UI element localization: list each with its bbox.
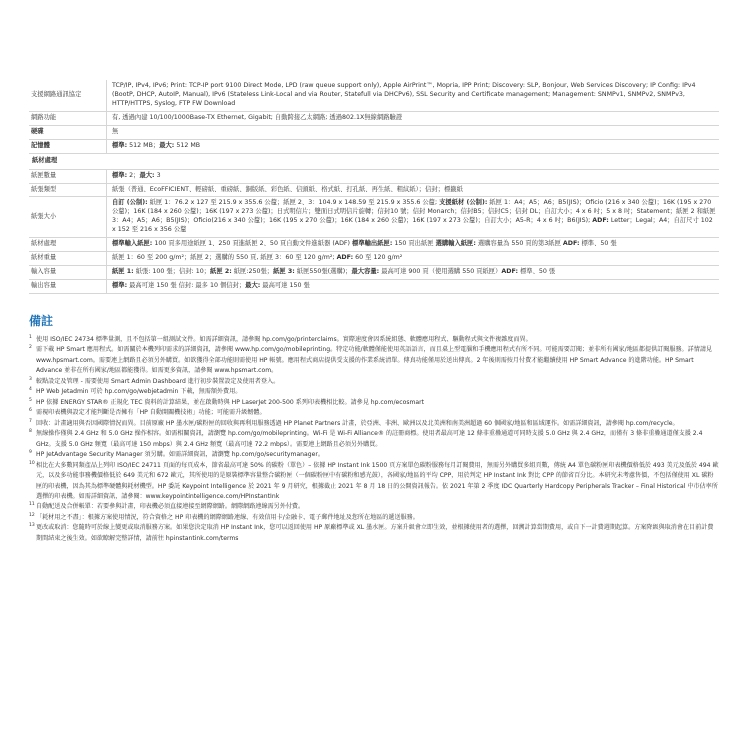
spec-value: [107, 280, 720, 294]
spec-row: [29, 197, 719, 238]
notes-title: 備註: [29, 313, 54, 328]
footnote-text: 更改或取消：您隨時可於線上變更或取消服務方案。如果您決定取消 HP Instant Ink，您可以返回使用 HP 原廠標準或 XL 墨水匣。方案升級會立即生效，並根據使用者的選擇，回溯計算當期費用，或自下一計費週期起算。方案降級與取消會在目前計費期間結束之後生效。如欲瞭解完整詳情，請前往 hpinstantink.com/terms: [36, 524, 714, 542]
spec-table-body: [29, 80, 719, 293]
spec-label: 紙張類型: [29, 183, 107, 197]
spec-value-key: 選購輸入紙匣:: [435, 240, 476, 248]
spec-row: [29, 238, 719, 252]
spec-value-text: 2；: [127, 171, 140, 179]
footnote: [29, 398, 719, 408]
spec-row: [29, 183, 719, 197]
section-label: 紙材處理: [29, 153, 719, 169]
spec-label: 網路功能: [29, 111, 107, 125]
spec-value-text: 有, 透過內建 10/100/1000Base-TX Ethernet, Gigabit; 自動跨接乙太網路; 透過802.1X無線網路驗證: [112, 113, 403, 121]
spec-row: [29, 139, 719, 153]
footnote-text: 自動配送及合併帳單：若要參與計畫，印表機必須直接連接至網際網路。網際網路連線需另外付費。: [36, 503, 305, 511]
notes-list: [29, 335, 719, 544]
footnote-number: 9: [29, 450, 32, 456]
spec-label: 硬碟: [29, 125, 107, 139]
footnote: [29, 429, 719, 450]
spec-value: [107, 183, 720, 197]
spec-value-text: 紙匣 1：A4；A5；A6；B5(JIS)；Oficio (216 x 340 公釐)；16K (195 x 270 公釐)；16K (184 x 260 公釐)；16K (197 x 273 公釐)；日式明信片；雙面日式明信片旋轉；信封10 號；信封 Monarch；信封B5；信封C5；信封 DL；自訂大小；4 x 6 吋；5 x 8 吋；Statement；紙匣 2 和紙匣 3：A4；A5；A6；B5(JIS)；Oficio(216 x 340 公釐)；16K (195 x 270 公釐)；16K (184 x 260 公釐)；16K (197 x 273 公釐)；自訂大小；A5-R；4 x 6 吋；B6(JIS);: [112, 199, 716, 225]
footnote-number: 10: [29, 460, 35, 466]
footnote-number: 5: [29, 397, 32, 403]
footnote-text: 「耗材用之不盡」：根據方案使用情況，符合資格之 HP 印表機的網際網路連線、有效信用卡/金融卡、電子郵件地址及您所在地區的遞送服務。: [36, 513, 419, 521]
spec-value-key: ADF:: [592, 217, 609, 225]
spec-table: [29, 80, 719, 294]
spec-value-key: 最大:: [139, 171, 155, 179]
spec-value-text: 512 MB: [174, 141, 201, 149]
footnote: [29, 419, 719, 429]
spec-value-text: 紙張: 100 張；信封: 10；: [133, 268, 211, 276]
spec-label: 紙匣數量: [29, 169, 107, 183]
footnote: [29, 513, 719, 523]
footnote-text: HP Web Jetadmin 可於 hp.com/go/webjetadmin 下載，無需額外費用。: [36, 388, 242, 396]
footnote-number: 1: [29, 334, 32, 340]
footnote: [29, 523, 719, 544]
spec-value: [107, 139, 720, 153]
spec-value-key: 最大:: [245, 282, 261, 289]
footnote-number: 4: [29, 387, 32, 393]
footnote: [29, 502, 719, 512]
spec-label: 紙張大小: [29, 197, 107, 238]
spec-value-key: 紙匣 2:: [210, 268, 232, 276]
spec-row: [29, 266, 719, 280]
footnote: [29, 408, 719, 418]
spec-value-text: 紙匣 1：60 至 200 g/m²；紙匣 2；選購的 550 頁, 紙匣 3：60 至 120 g/m²;: [112, 254, 337, 262]
spec-value-text: 標準、50 張: [579, 240, 617, 248]
footnote: [29, 461, 719, 503]
spec-value-text: 512 MB；: [127, 141, 160, 149]
spec-value-key: 自訂 (公制):: [112, 199, 148, 207]
spec-value-text: 紙匣550張(選購)；: [294, 268, 352, 276]
footnote-number: 12: [29, 512, 35, 518]
spec-value-key: 最大容量:: [351, 268, 380, 276]
spec-value: [107, 266, 720, 280]
footnote-text: 較點設定及管理 - 需要使用 Smart Admin Dashboard 進行初步裝置設定及使用者登入。: [36, 377, 280, 385]
footnote-text: 回收：計畫適用與否因國際情況而異。目前原廠 HP 墨水匣/碳粉匣的回收與再利用服務透過 HP Planet Partners 計畫，於亞洲、非洲、歐洲以及北美洲和南美洲超過 60 個國家/地區和區域運作。如需詳細資訊，請參閱 hp.com/recycle。: [36, 419, 679, 427]
spec-value: [107, 111, 720, 125]
spec-value-text: 100 頁多用途紙匣 1、250 頁進紙匣 2、50 頁自動文件進紙器 (ADF): [152, 240, 353, 248]
footnote-number: 7: [29, 418, 32, 424]
spec-label: 輸出容量: [29, 280, 107, 294]
spec-label: 記憶體: [29, 139, 107, 153]
spec-row: [29, 280, 719, 294]
spec-row: [29, 125, 719, 139]
footnote-number: 8: [29, 429, 32, 435]
spec-value: [107, 80, 720, 111]
footnote-text: 需下載 HP Smart 應用程式。如需關於本機列印需求的詳細資訊，請參閱 www.hp.com/go/mobileprinting。特定功能/軟體僅能使用英語語言，而且桌上型電腦和手機應用程式有所不同。可能需要訂閱；並非所有國家/地區都提供訂閱服務。詳情請見 www.hpsmart.com。需要連上網路且必須另外購買。如欲獲得全部功能則需使用 HP 帳號。應用程式商店提供受支援的作業系統清單。傳真功能僅用於送出傳真。2 年後則需按月付費才能繼續使用 HP Smart Advance 的進階功能。HP Smart Advance 並非在所有國家/地區都能獲得。如需更多資訊，請參閱 www.hpsmart.com。: [36, 346, 713, 375]
spec-value-key: ADF:: [501, 268, 518, 276]
spec-label: 輸入容量: [29, 266, 107, 280]
spec-value-key: ADF:: [336, 254, 354, 262]
spec-value-text: 標準、50 張: [517, 268, 556, 276]
footnote: [29, 450, 719, 460]
footnote: [29, 335, 719, 345]
spec-value-text: 無: [112, 127, 119, 135]
footnote: [29, 345, 719, 376]
spec-row: [29, 252, 719, 266]
spec-value: [107, 197, 720, 238]
footnote-number: 6: [29, 408, 32, 414]
footnote-text: 相比在大多數同類產品上列印 ISO/IEC 24711 頁面的每頁成本，節省最高可達 50% 的碳粉（單色）– 依據 HP Instant Ink 1500 頁方案單色碳粉服務每月訂閱費用，無需另外購買多組頁數，傳統 A4 單色碳粉匣印表機價格低於 493 美元及低於 494 歐元，以及多功能事務機價格低於 649 美元和 672 歐元，其所使用的是原裝標準容量整合碳粉匣（一個碳粉匣中有碳粉和感光鼓），各國家/地區的平均 CPP，用於判定 HP Instant Ink 對比 CPP 的節省百分比。本研究未考慮售價，不包括僅使用 XL 碳粉匣的印表機，因為其為標準硬體與耗材機型。HP 委託 Keypoint Intelligence 於 2021 年 9 月研究，根據截止 2021 年 8 月 18 日的公開資訊報告。依 2021 年第 2 季度 IDC Quarterly Hardcopy Peripherals Tracker – Final Historical 中市佔率所選擇的印表機。如需詳細資訊，請參閱：www.keypointintelligence.com/HPInstantInk: [36, 461, 719, 500]
footnote-number: 3: [29, 376, 32, 382]
spec-value-text: 紙張（普通、EcoFFICIENT、輕磅紙、重磅紙、銅版紙、彩色紙、信頭紙、格式紙、打孔紙、再生紙、粗紋紙）；信封；標籤紙: [112, 185, 463, 193]
spec-value-text: 150 頁出紙匣: [392, 240, 436, 248]
spec-label: 紙材處理: [29, 238, 107, 252]
spec-section-header: [29, 153, 719, 169]
footnote: [29, 387, 719, 397]
spec-value-key: 標準輸入紙匣:: [112, 240, 153, 248]
spec-value-text: 紙匣:250張；: [231, 268, 274, 276]
spec-value-key: 紙匣 3:: [273, 268, 295, 276]
spec-value-key: 標準輸出紙匣:: [352, 240, 393, 248]
footnote-text: 無線操作僅與 2.4 GHz 和 5.0 GHz 操作相容。如需相關資訊，請瀏覽 hp.com/go/mobileprinting。Wi-Fi 是 Wi-Fi Alliance® 的註冊商標。使用者最高可達 12 條非重疊通道可同時支援 5.0 GHz 與 2.4 GHz，而僅有 3 條非重疊通道僅支援 2.4 GHz。支援 5.0 GHz 頻寬（最高可達 150 mbps）與 2.4 GHz 頻寬（最高可達 72.2 mbps）。需要連上網路且必須另外購買。: [36, 430, 703, 448]
spec-value-key: 標準:: [112, 282, 128, 289]
spec-value-text: 最高可達 900 頁（使用選購 550 頁紙匣）: [379, 268, 502, 276]
spec-value-key: ADF:: [562, 240, 580, 248]
spec-row: [29, 80, 719, 111]
spec-sheet: [29, 80, 719, 544]
footnote-number: 13: [29, 523, 35, 529]
footnote-text: 需視印表機與設定才能判斷是否擁有「HP 自動開關機技術」功能；可能需升級韌體。: [36, 409, 266, 417]
footnote-number: 11: [29, 502, 35, 508]
spec-value-text: 最高可達 150 張: [260, 282, 310, 289]
footnote: [29, 377, 719, 387]
spec-value-key: 標準:: [112, 171, 128, 179]
footnote-text: HP JetAdvantage Security Manager 須另購。如需詳細資訊，請瀏覽 hp.com/go/securitymanager。: [36, 451, 324, 459]
spec-value: [107, 125, 720, 139]
spec-value-key: 支援紙材 (公制):: [439, 199, 488, 207]
spec-value: [107, 169, 720, 183]
spec-value-text: TCP/IP, IPv4, IPv6; Print: TCP-IP port 9100 Direct Mode, LPD (raw queue support only), Apple AirPrint™, Mopria, IPP Print; Discovery: SLP, Bonjour, Web Services Discovery; IP Config: IPv4 (BootP, DHCP, AutoIP, Manual), IPv6 (Stateless Link-Local and via Router, Statefull via DHCPv6), SSL Security and Certificate management; Management: SNMPv1, SNMPv2, SNMPv3, HTTP/HTTPS, Syslog, FTP FW Download: [112, 82, 696, 107]
spec-value-text: 最高可達 150 張 信封: 最多 10 個信封；: [127, 282, 246, 289]
spec-value-text: 3: [154, 171, 161, 179]
spec-value-key: 標準:: [112, 141, 128, 149]
footnote-number: 2: [29, 345, 32, 351]
spec-label: 紙材重量: [29, 252, 107, 266]
spec-value-text: 選購容量為 550 頁的第3紙匣: [475, 240, 563, 248]
spec-value: [107, 238, 720, 252]
spec-label: 支援網路通訊協定: [29, 80, 107, 111]
spec-value-text: 紙匣 1：76.2 x 127 至 215.9 x 355.6 公釐；紙匣 2、3：104.9 x 148.59 至 215.9 x 355.6 公釐;: [147, 199, 440, 207]
spec-row: [29, 169, 719, 183]
spec-value-text: Letter；Legal；A4；自訂尺寸 102 x 152 至 216 x 356 公釐: [112, 217, 713, 234]
spec-value-key: 紙匣 1:: [112, 268, 134, 276]
spec-value-key: 最大:: [159, 141, 175, 149]
spec-row: [29, 111, 719, 125]
footnote-text: HP 依據 ENERGY STAR® 正規化 TEC 資料的計算結果，並在啟動時與 HP LaserJet 200-500 系列印表機相比較。請參見 hp.com/ecosmart: [36, 398, 425, 406]
spec-value-text: 60 至 120 g/m²: [353, 254, 403, 262]
spec-value: [107, 252, 720, 266]
footnote-text: 使用 ISO/IEC 24734 標準量測，且不包括第一組測試文件。如需詳細資訊，請參閱 hp.com/go/printerclaims。實際速度會因系統組態、軟體應用程式、驅動程式與文件複雜度而異。: [36, 335, 532, 343]
